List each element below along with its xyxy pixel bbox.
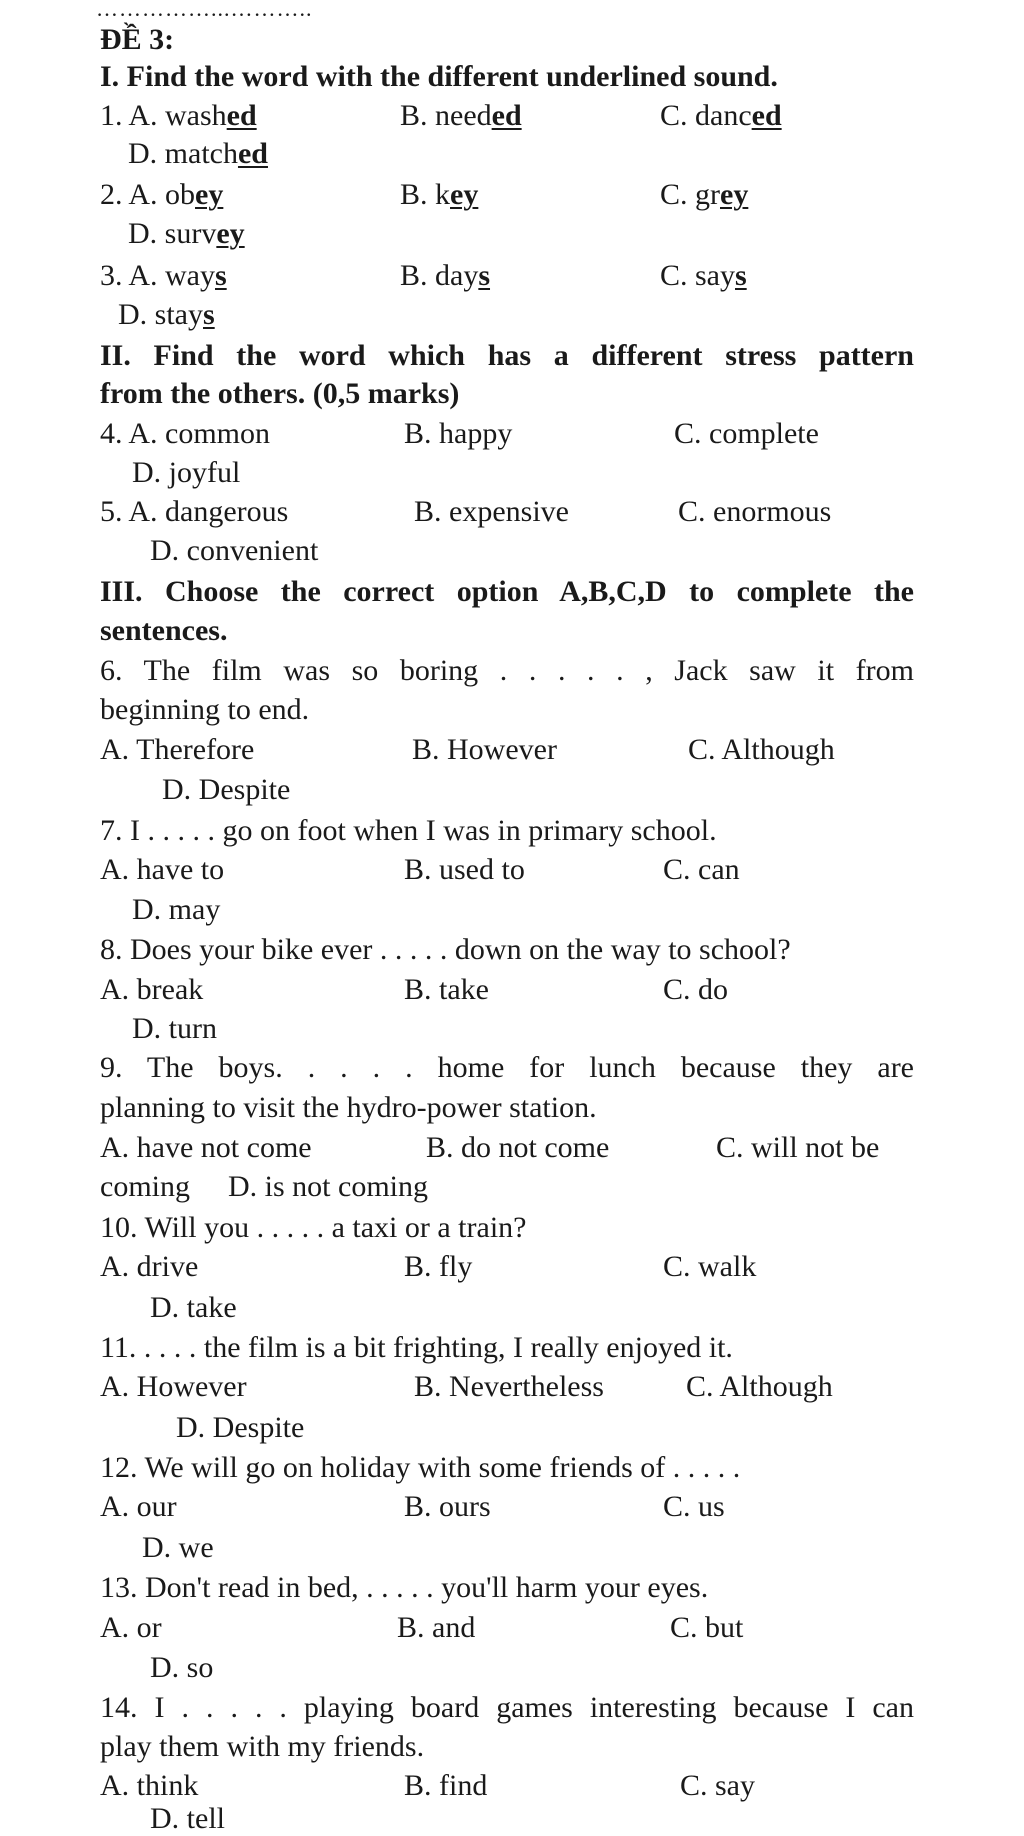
q5-option-a: 5. A. dangerous: [100, 495, 289, 528]
q6-option-a: A. Therefore: [100, 733, 255, 766]
q1-option-a: 1. A. washed: [100, 99, 257, 132]
q13-option-d: D. so: [150, 1651, 214, 1684]
question-2: [100, 175, 914, 215]
q12-option-a: A. our: [100, 1490, 177, 1523]
question-7-cont: [100, 890, 914, 930]
question-12-cont: [100, 1528, 914, 1568]
question-6-options: [100, 730, 914, 770]
q11-option-c: C. Although: [686, 1370, 833, 1403]
q9-option-a: A. have not come: [100, 1131, 312, 1164]
q9-option-d: D. is not coming: [228, 1170, 428, 1203]
q4-option-a: 4. A. common: [100, 417, 270, 450]
q13-option-a: A. or: [100, 1611, 162, 1644]
q6-option-b: B. However: [412, 733, 557, 766]
q9-option-b: B. do not come: [426, 1131, 610, 1164]
q12-option-b: B. ours: [404, 1490, 491, 1523]
q7-option-d: D. may: [132, 893, 221, 926]
q2-option-c: C. grey: [660, 178, 749, 211]
question-1: [100, 96, 914, 136]
question-9-options: [100, 1128, 914, 1168]
q7-option-c: C. can: [663, 853, 740, 886]
question-4-cont: [100, 453, 914, 493]
q11-option-a: A. However: [100, 1370, 247, 1403]
q12-option-d: D. we: [142, 1531, 214, 1564]
question-13-options: [100, 1608, 914, 1648]
question-9-cont: [100, 1167, 914, 1207]
question-10-cont: [100, 1288, 914, 1328]
q14-option-c: C. say: [680, 1769, 755, 1802]
q5-option-b: B. expensive: [414, 495, 569, 528]
q10-option-c: C. walk: [663, 1250, 757, 1283]
question-13-stem: 13. Don't read in bed, . . . . . you'll harm your eyes.: [100, 1571, 709, 1604]
question-7-options: [100, 850, 914, 890]
q6-option-c: C. Although: [688, 733, 835, 766]
question-3-cont: [100, 295, 914, 335]
q9-option-c: C. will not be: [716, 1131, 880, 1164]
q1-option-c: C. danced: [660, 99, 782, 132]
exam-heading: ĐỀ 3:: [100, 23, 175, 56]
dotted-rule: ……………...………..: [96, 0, 313, 16]
q8-option-b: B. take: [404, 973, 489, 1006]
q7-option-a: A. have to: [100, 853, 225, 886]
q10-option-b: B. fly: [404, 1250, 473, 1283]
q1-option-d: D. matched: [128, 137, 268, 170]
question-7-stem: 7. I . . . . . go on foot when I was in primary school.: [100, 814, 717, 847]
q2-option-d: D. survey: [128, 217, 245, 250]
q7-option-b: B. used to: [404, 853, 525, 886]
q3-option-c: C. says: [660, 259, 747, 292]
q14-option-b: B. find: [404, 1769, 488, 1802]
q10-option-a: A. drive: [100, 1250, 199, 1283]
q9-option-c-cont: coming: [100, 1170, 190, 1203]
q14-option-d-partial: D. tell: [150, 1802, 225, 1835]
section-2-title-cont: from the others. (0,5 marks): [100, 377, 460, 410]
q13-option-b: B. and: [397, 1611, 476, 1644]
question-12-stem: 12. We will go on holiday with some friends of . . . . .: [100, 1451, 741, 1484]
question-4: [100, 414, 914, 454]
q3-option-b: B. days: [400, 259, 491, 292]
q14-option-a: A. think: [100, 1769, 199, 1802]
q12-option-c: C. us: [663, 1490, 725, 1523]
section-2-title: II. Find the word which has a different stress pattern: [100, 339, 914, 372]
question-6-cont: [100, 770, 914, 810]
q5-option-c: C. enormous: [678, 495, 832, 528]
question-14-stem: 14. I . . . . . playing board games interesting because I can: [100, 1691, 914, 1724]
question-6-stem: 6. The film was so boring . . . . . , Jack saw it from: [100, 654, 914, 687]
section-1-title: I. Find the word with the different underlined sound.: [100, 60, 778, 93]
q10-option-d: D. take: [150, 1291, 237, 1324]
question-1-cont: [100, 134, 914, 174]
question-11-options: [100, 1367, 914, 1407]
q8-option-a: A. break: [100, 973, 204, 1006]
question-14-options: [100, 1766, 914, 1806]
q4-option-d: D. joyful: [132, 456, 241, 489]
question-5: [100, 492, 914, 532]
question-6-stem-cont: beginning to end.: [100, 693, 310, 726]
question-13-cont: [100, 1648, 914, 1688]
section-3-title-cont: sentences.: [100, 614, 228, 647]
q11-option-b: B. Nevertheless: [414, 1370, 604, 1403]
section-3-title: III. Choose the correct option A,B,C,D to complete the: [100, 575, 914, 608]
question-9-stem: 9. The boys. . . . . home for lunch because they are: [100, 1051, 914, 1084]
question-14-stem-cont: play them with my friends.: [100, 1730, 425, 1763]
question-10-options: [100, 1247, 914, 1287]
question-8-options: [100, 970, 914, 1010]
q13-option-c: C. but: [670, 1611, 744, 1644]
q3-option-d: D. stays: [118, 298, 215, 331]
question-12-options: [100, 1487, 914, 1527]
question-8-stem: 8. Does your bike ever . . . . . down on the way to school?: [100, 933, 791, 966]
question-2-cont: [100, 214, 914, 254]
question-10-stem: 10. Will you . . . . . a taxi or a train?: [100, 1211, 527, 1244]
question-9-stem-cont: planning to visit the hydro-power station.: [100, 1091, 597, 1124]
question-11-cont: [100, 1408, 914, 1448]
q5-option-d: D. convenient: [150, 534, 319, 567]
q2-option-b: B. key: [400, 178, 479, 211]
q8-option-d: D. turn: [132, 1012, 217, 1045]
question-5-cont: [100, 531, 914, 571]
q8-option-c: C. do: [663, 973, 729, 1006]
question-8-cont: [100, 1009, 914, 1049]
q3-option-a: 3. A. ways: [100, 259, 227, 292]
question-3: [100, 256, 914, 296]
question-11-stem: 11. . . . . the film is a bit frighting, I really enjoyed it.: [100, 1331, 733, 1364]
q2-option-a: 2. A. obey: [100, 178, 224, 211]
q6-option-d: D. Despite: [162, 773, 291, 806]
q4-option-c: C. complete: [674, 417, 819, 450]
q11-option-d: D. Despite: [176, 1411, 305, 1444]
q4-option-b: B. happy: [404, 417, 513, 450]
q1-option-b: B. needed: [400, 99, 522, 132]
